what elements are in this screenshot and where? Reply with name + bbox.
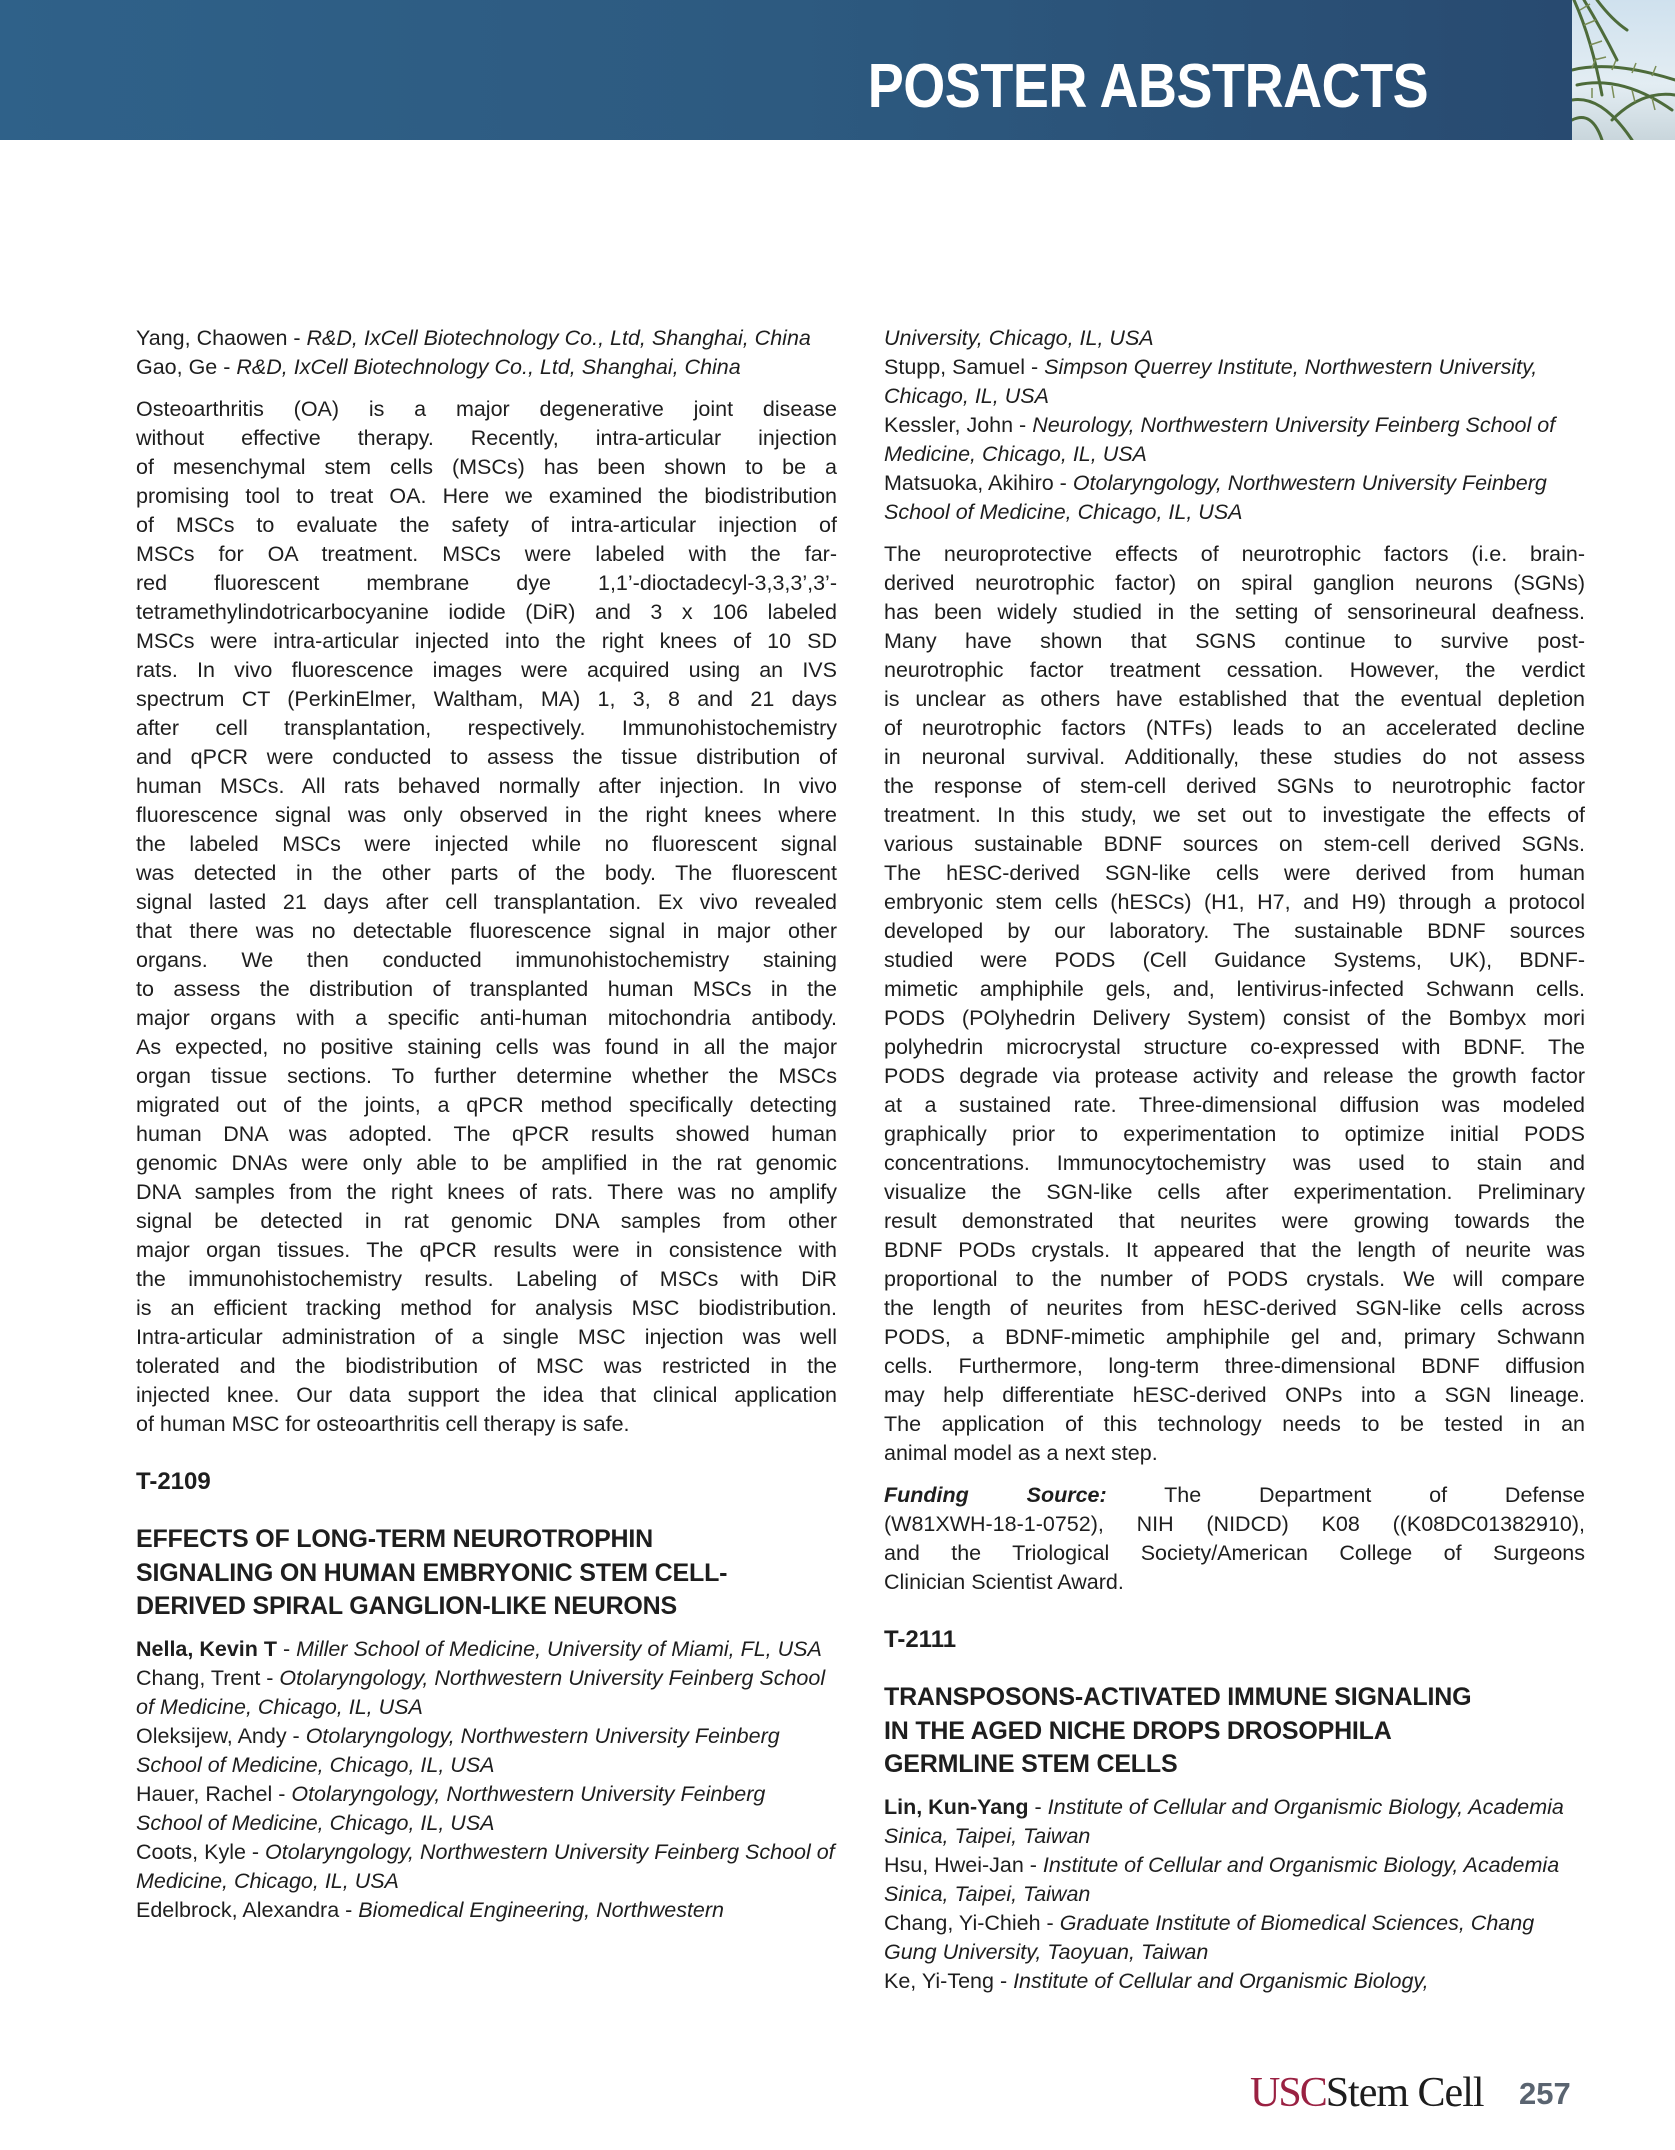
- author-affiliation: R&D, IxCell Biotechnology Co., Ltd, Shanghai, China: [236, 355, 741, 379]
- text-line: organ tissue sections. To further determine whether the MSCs: [136, 1064, 837, 1088]
- logo-stem-cell: Stem Cell: [1325, 2070, 1484, 2116]
- text-line: the immunohistochemistry results. Labeling of MSCs with DiR: [136, 1267, 837, 1291]
- author-affiliation: Otolaryngology, Northwestern University Feinberg School of Medicine, Chicago, IL, USA: [136, 1839, 835, 1893]
- author-affiliation: Institute of Cellular and Organismic Biology,: [1013, 1968, 1429, 1993]
- abstract-body: [884, 540, 1585, 1468]
- author-entry: [136, 324, 837, 353]
- text-line: Intra-articular administration of a single MSC injection was well: [136, 1325, 837, 1349]
- title-line: GERMLINE STEM CELLS: [884, 1750, 1178, 1779]
- text-line: concentrations. Immunocytochemistry was used to stain and: [884, 1151, 1585, 1175]
- author-entry: [884, 1967, 1585, 1996]
- palm-tree-image: [1572, 0, 1675, 140]
- text-line: has been widely studied in the setting of sensorineural deafness.: [884, 600, 1585, 624]
- title-line: SIGNALING ON HUMAN EMBRYONIC STEM CELL-: [136, 1558, 728, 1587]
- author-name: Stupp, Samuel: [884, 355, 1026, 379]
- title-line: TRANSPOSONS-ACTIVATED IMMUNE SIGNALING: [884, 1683, 1472, 1711]
- text-line: major organs with a specific anti-human mitochondria antibody.: [136, 1006, 837, 1030]
- funding-line: Clinician Scientist Award.: [884, 1570, 1124, 1594]
- text-line: result demonstrated that neurites were growing towards the: [884, 1209, 1585, 1233]
- funding-label: Funding Source:: [884, 1483, 1107, 1507]
- author-entry: [884, 1793, 1585, 1851]
- text-line: proportional to the number of PODS crystals. We will compare: [884, 1267, 1585, 1291]
- funding-source: [884, 1481, 1585, 1597]
- author-name: Hsu, Hwei-Jan: [884, 1852, 1024, 1877]
- text-line: at a sustained rate. Three-dimensional diffusion was modeled: [884, 1093, 1585, 1117]
- author-separator: -: [1040, 1910, 1060, 1935]
- author-name: Oleksijew, Andy: [136, 1723, 287, 1748]
- text-line: migrated out of the joints, a qPCR method specifically detecting: [136, 1093, 837, 1117]
- text-line: The neuroprotective effects of neurotrophic factors (i.e. brain-: [884, 542, 1585, 566]
- text-line: PODS, a BDNF-mimetic amphiphile gel and, primary Schwann: [884, 1325, 1585, 1349]
- text-line: after cell transplantation, respectively. Immunohistochemistry: [136, 716, 837, 740]
- author-entry: [136, 1896, 837, 1925]
- text-line: was detected in the other parts of the body. The fluorescent: [136, 861, 837, 885]
- text-line: of neurotrophic factors (NTFs) leads to an accelerated decline: [884, 716, 1585, 740]
- author-affiliation: Simpson Querrey Institute, Northwestern University, Chicago, IL, USA: [884, 355, 1538, 408]
- right-column: [884, 324, 1585, 1996]
- text-line: in neuronal survival. Additionally, these studies do not assess: [884, 745, 1585, 769]
- text-line: genomic DNAs were only able to be amplified in the rat genomic: [136, 1151, 837, 1175]
- author-affiliation: Miller School of Medicine, University of Miami, FL, USA: [296, 1636, 822, 1661]
- text-line: The hESC-derived SGN-like cells were derived from human: [884, 861, 1585, 885]
- author-name: Chang, Trent: [136, 1665, 261, 1690]
- text-line: Osteoarthritis (OA) is a major degenerative joint disease: [136, 397, 837, 421]
- author-affiliation: Institute of Cellular and Organismic Biology, Academia Sinica, Taipei, Taiwan: [884, 1852, 1560, 1906]
- text-line: neurotrophic factor treatment cessation. However, the verdict: [884, 658, 1585, 682]
- abstract-title: [136, 1523, 837, 1624]
- abstract-authors: [884, 324, 1585, 527]
- author-separator: -: [1023, 1852, 1043, 1877]
- author-separator: -: [217, 355, 237, 379]
- author-separator: -: [245, 1839, 266, 1864]
- author-separator: -: [272, 1781, 292, 1806]
- author-affiliation: Otolaryngology, Northwestern University Feinberg School of Medicine, Chicago, IL, USA: [136, 1781, 766, 1835]
- text-line: treatment. In this study, we set out to investigate the effects of: [884, 803, 1585, 827]
- author-separator: -: [260, 1665, 280, 1690]
- text-line: is an efficient tracking method for analysis MSC biodistribution.: [136, 1296, 837, 1320]
- author-affiliation: Graduate Institute of Biomedical Sciences, Chang Gung University, Taoyuan, Taiwan: [884, 1910, 1535, 1964]
- text-line: red fluorescent membrane dye 1,1’-dioctadecyl-3,3,3’,3’-: [136, 571, 837, 595]
- author-affiliation: Otolaryngology, Northwestern University Feinberg School of Medicine, Chicago, IL, USA: [136, 1723, 780, 1777]
- text-line: may help differentiate hESC-derived ONPs into a SGN lineage.: [884, 1383, 1585, 1407]
- text-line: signal lasted 21 days after cell transplantation. Ex vivo revealed: [136, 890, 837, 914]
- header-banner: [0, 0, 1572, 140]
- funding-line: (W81XWH-18-1-0752), NIH (NIDCD) K08 ((K08DC01382910),: [884, 1512, 1585, 1536]
- text-line: of mesenchymal stem cells (MSCs) has been shown to be a: [136, 455, 837, 479]
- text-line: of human MSC for osteoarthritis cell therapy is safe.: [136, 1412, 630, 1436]
- author-name: Hauer, Rachel: [136, 1781, 273, 1806]
- author-name: Yang, Chaowen: [136, 326, 288, 350]
- text-line: derived neurotrophic factor) on spiral ganglion neurons (SGNs): [884, 571, 1585, 595]
- author-separator: -: [277, 1636, 297, 1661]
- author-name: Nella, Kevin T: [136, 1636, 277, 1661]
- text-line: is unclear as others have established that the eventual depletion: [884, 687, 1585, 711]
- abstract-title: [884, 1681, 1585, 1782]
- author-entry: [884, 324, 1585, 353]
- author-entry: [884, 1909, 1585, 1967]
- author-name: Gao, Ge: [136, 355, 218, 379]
- funding-text: The Department of Defense: [1164, 1483, 1585, 1507]
- text-line: embryonic stem cells (hESCs) (H1, H7, and H9) through a protocol: [884, 890, 1585, 914]
- text-line: animal model as a next step.: [884, 1441, 1158, 1465]
- author-name: Coots, Kyle: [136, 1839, 246, 1864]
- author-entry: [884, 469, 1585, 527]
- author-affiliation: Institute of Cellular and Organismic Biology, Academia Sinica, Taipei, Taiwan: [884, 1794, 1564, 1848]
- author-separator: -: [1053, 471, 1073, 495]
- author-affiliation: Otolaryngology, Northwestern University Feinberg School of Medicine, Chicago, IL, USA: [884, 471, 1547, 524]
- author-entry: [884, 411, 1585, 469]
- author-entry: [136, 1635, 837, 1664]
- page-number: 257: [1519, 2076, 1571, 2111]
- abstract-id: T-2109: [136, 1468, 211, 1495]
- text-line: DNA samples from the right knees of rats. There was no amplify: [136, 1180, 837, 1204]
- author-separator: -: [287, 326, 307, 350]
- text-line: tetramethylindotricarbocyanine iodide (DiR) and 3 x 106 labeled: [136, 600, 837, 624]
- author-separator: -: [1013, 413, 1033, 437]
- abstract-body: [136, 395, 837, 1439]
- text-line: studied were PODS (Cell Guidance Systems, UK), BDNF-: [884, 948, 1585, 972]
- text-line: that there was no detectable fluorescence signal in major other: [136, 919, 837, 943]
- text-line: mimetic amphiphile gels, and, lentivirus-infected Schwann cells.: [884, 977, 1585, 1001]
- author-entry: [136, 1838, 837, 1896]
- text-line: MSCs for OA treatment. MSCs were labeled with the far-: [136, 542, 837, 566]
- text-line: BDNF PODs crystals. It appeared that the length of neurite was: [884, 1238, 1585, 1262]
- text-line: polyhedrin microcrystal structure co-expressed with BDNF. The: [884, 1035, 1585, 1059]
- title-line: EFFECTS OF LONG-TERM NEUROTROPHIN: [136, 1525, 653, 1553]
- author-name: Kessler, John: [884, 413, 1014, 437]
- funding-line: and the Triological Society/American College of Surgeons: [884, 1541, 1585, 1565]
- author-separator: -: [339, 1897, 359, 1922]
- author-separator: -: [1025, 355, 1045, 379]
- text-line: the length of neurites from hESC-derived SGN-like cells across: [884, 1296, 1585, 1320]
- text-line: without effective therapy. Recently, intra-articular injection: [136, 426, 837, 450]
- text-line: various sustainable BDNF sources on stem-cell derived SGNs.: [884, 832, 1585, 856]
- text-line: developed by our laboratory. The sustainable BDNF sources: [884, 919, 1585, 943]
- abstract-authors: [136, 324, 837, 382]
- author-name: Edelbrock, Alexandra: [136, 1897, 340, 1922]
- author-name: Chang, Yi-Chieh: [884, 1910, 1041, 1935]
- author-name: Lin, Kun-Yang: [884, 1794, 1029, 1819]
- text-line: major organ tissues. The qPCR results were in consistence with: [136, 1238, 837, 1262]
- text-line: Many have shown that SGNS continue to survive post-: [884, 629, 1585, 653]
- text-line: visualize the SGN-like cells after experimentation. Preliminary: [884, 1180, 1585, 1204]
- usc-stem-cell-logo: [1250, 2070, 1484, 2116]
- author-separator: -: [993, 1968, 1014, 1993]
- author-entry: [884, 353, 1585, 411]
- text-line: human MSCs. All rats behaved normally after injection. In vivo: [136, 774, 837, 798]
- text-line: rats. In vivo fluorescence images were acquired using an IVS: [136, 658, 837, 682]
- author-name: Matsuoka, Akihiro: [884, 471, 1054, 495]
- text-line: injected knee. Our data support the idea that clinical application: [136, 1383, 837, 1407]
- author-entry: [136, 1780, 837, 1838]
- text-line: and qPCR were conducted to assess the tissue distribution of: [136, 745, 837, 769]
- text-line: PODS degrade via protease activity and release the growth factor: [884, 1064, 1585, 1088]
- text-line: The application of this technology needs to be tested in an: [884, 1412, 1585, 1436]
- text-line: graphically prior to experimentation to optimize initial PODS: [884, 1122, 1585, 1146]
- text-line: organs. We then conducted immunohistochemistry staining: [136, 948, 837, 972]
- abstract-authors: [884, 1793, 1585, 1996]
- text-line: PODS (POlyhedrin Delivery System) consist of the Bombyx mori: [884, 1006, 1585, 1030]
- text-line: human DNA was adopted. The qPCR results showed human: [136, 1122, 837, 1146]
- text-line: signal be detected in rat genomic DNA samples from other: [136, 1209, 837, 1233]
- text-line: As expected, no positive staining cells was found in all the major: [136, 1035, 837, 1059]
- section-title: POSTER ABSTRACTS: [867, 52, 1428, 121]
- author-entry: [136, 1722, 837, 1780]
- abstract-authors: [136, 1635, 837, 1925]
- funding-line: [884, 1481, 1585, 1510]
- author-separator: -: [286, 1723, 306, 1748]
- text-line: of MSCs to evaluate the safety of intra-articular injection of: [136, 513, 837, 537]
- author-affiliation: Neurology, Northwestern University Feinberg School of Medicine, Chicago, IL, USA: [884, 413, 1556, 466]
- text-line: fluorescence signal was only observed in the right knees where: [136, 803, 837, 827]
- text-line: tolerated and the biodistribution of MSC was restricted in the: [136, 1354, 837, 1378]
- text-line: to assess the distribution of transplanted human MSCs in the: [136, 977, 837, 1001]
- author-entry: [136, 1664, 837, 1722]
- author-separator: -: [1028, 1794, 1048, 1819]
- author-entry: [136, 353, 837, 382]
- author-affiliation: University, Chicago, IL, USA: [884, 326, 1154, 350]
- text-line: spectrum CT (PerkinElmer, Waltham, MA) 1, 3, 8 and 21 days: [136, 687, 837, 711]
- author-name: Ke, Yi-Teng: [884, 1968, 994, 1993]
- author-affiliation: R&D, IxCell Biotechnology Co., Ltd, Shanghai, China: [306, 326, 811, 350]
- text-line: the labeled MSCs were injected while no fluorescent signal: [136, 832, 837, 856]
- text-line: cells. Furthermore, long-term three-dimensional BDNF diffusion: [884, 1354, 1585, 1378]
- author-affiliation: Otolaryngology, Northwestern University Feinberg School of Medicine, Chicago, IL, USA: [136, 1665, 826, 1719]
- palm-tree-photo: [1572, 0, 1675, 140]
- left-column: [136, 324, 837, 1925]
- author-affiliation: Biomedical Engineering, Northwestern: [358, 1897, 724, 1922]
- author-entry: [884, 1851, 1585, 1909]
- text-line: MSCs were intra-articular injected into the right knees of 10 SD: [136, 629, 837, 653]
- text-line: the response of stem-cell derived SGNs to neurotrophic factor: [884, 774, 1585, 798]
- text-line: promising tool to treat OA. Here we examined the biodistribution: [136, 484, 837, 508]
- title-line: IN THE AGED NICHE DROPS DROSOPHILA: [884, 1716, 1392, 1745]
- title-line: DERIVED SPIRAL GANGLION-LIKE NEURONS: [136, 1592, 677, 1621]
- abstract-id: T-2111: [884, 1626, 957, 1653]
- logo-usc: USC: [1250, 2070, 1326, 2116]
